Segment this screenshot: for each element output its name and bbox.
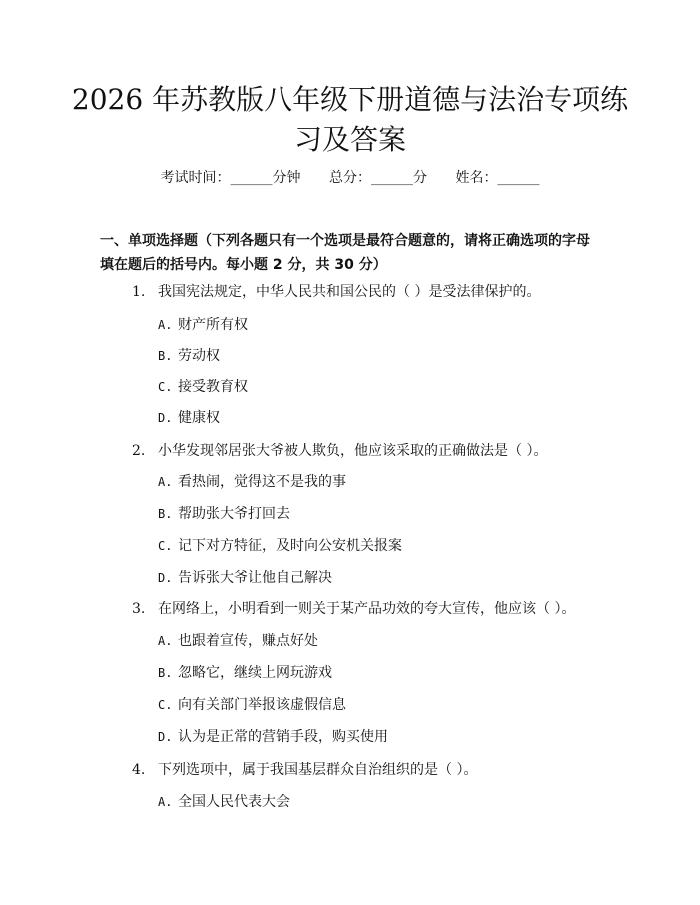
exam-info-row — [0, 168, 700, 188]
option-text: 忽略它，继续上网玩游戏 — [178, 665, 332, 681]
question-text: 小华发现邻居张大爷被人欺负，他应该采取的正确做法是（ ）。 — [158, 443, 548, 459]
option-letter: C. — [158, 539, 173, 553]
option-3d — [158, 727, 388, 747]
option-text: 全国人民代表大会 — [178, 794, 290, 810]
option-2d — [158, 568, 332, 588]
question-text: 下列选项中，属于我国基层群众自治组织的是（ ）。 — [158, 762, 478, 778]
section-heading: 一、单项选择题（下列各题只有一个选项是最符合题意的，请将正确选项的字母填在题后的括号内。每小题 2 分，共 30 分） — [100, 233, 590, 273]
title-line-1: 2026 年苏教版八年级下册道德与法治专项练 — [71, 83, 629, 116]
document-title — [70, 80, 630, 160]
option-2a — [158, 472, 346, 492]
option-letter: A. — [158, 475, 173, 489]
option-2b — [158, 504, 290, 524]
option-3c — [158, 695, 346, 715]
question-number: 1. — [132, 284, 146, 300]
option-1c — [158, 377, 248, 397]
option-1b — [158, 346, 220, 366]
total-score-field: 总分：______分 — [329, 170, 427, 186]
option-text: 劳动权 — [178, 348, 220, 364]
option-3b — [158, 663, 332, 683]
question-number: 3. — [132, 601, 146, 617]
question-text: 我国宪法规定，中华人民共和国公民的（ ）是受法律保护的。 — [158, 284, 541, 300]
option-text: 向有关部门举报该虚假信息 — [178, 697, 346, 713]
option-text: 告诉张大爷让他自己解决 — [178, 570, 332, 586]
option-letter: B. — [158, 349, 173, 363]
question-4 — [132, 760, 477, 780]
question-1 — [132, 282, 540, 302]
option-1d — [158, 408, 220, 428]
question-number: 2. — [132, 443, 146, 459]
option-text: 看热闹，觉得这不是我的事 — [178, 474, 346, 490]
question-text: 在网络上，小明看到一则关于某产品功效的夸大宣传，他应该（ ）。 — [158, 601, 576, 617]
question-number: 4. — [132, 762, 146, 778]
question-3 — [132, 599, 575, 619]
option-text: 认为是正常的营销手段，购买使用 — [178, 729, 388, 745]
exam-time-field: 考试时间：______分钟 — [160, 170, 301, 186]
name-field: 姓名：______ — [455, 170, 540, 186]
option-letter: D. — [158, 571, 173, 585]
option-letter: A. — [158, 795, 173, 809]
question-2 — [132, 441, 547, 461]
title-line-2: 习及答案 — [293, 123, 406, 156]
option-letter: A. — [158, 634, 173, 648]
option-text: 健康权 — [178, 410, 220, 426]
option-3a — [158, 631, 318, 651]
option-1a — [158, 315, 248, 335]
option-letter: C. — [158, 698, 173, 712]
option-letter: C. — [158, 380, 173, 394]
option-text: 也跟着宣传，赚点好处 — [178, 633, 318, 649]
option-letter: B. — [158, 507, 173, 521]
option-4a — [158, 792, 290, 812]
option-text: 记下对方特征，及时向公安机关报案 — [178, 538, 402, 554]
option-letter: A. — [158, 318, 173, 332]
option-letter: D. — [158, 411, 173, 425]
option-2c — [158, 536, 402, 556]
option-text: 接受教育权 — [178, 379, 248, 395]
option-text: 财产所有权 — [178, 317, 248, 333]
option-letter: D. — [158, 730, 173, 744]
option-text: 帮助张大爷打回去 — [178, 506, 290, 522]
option-letter: B. — [158, 666, 173, 680]
